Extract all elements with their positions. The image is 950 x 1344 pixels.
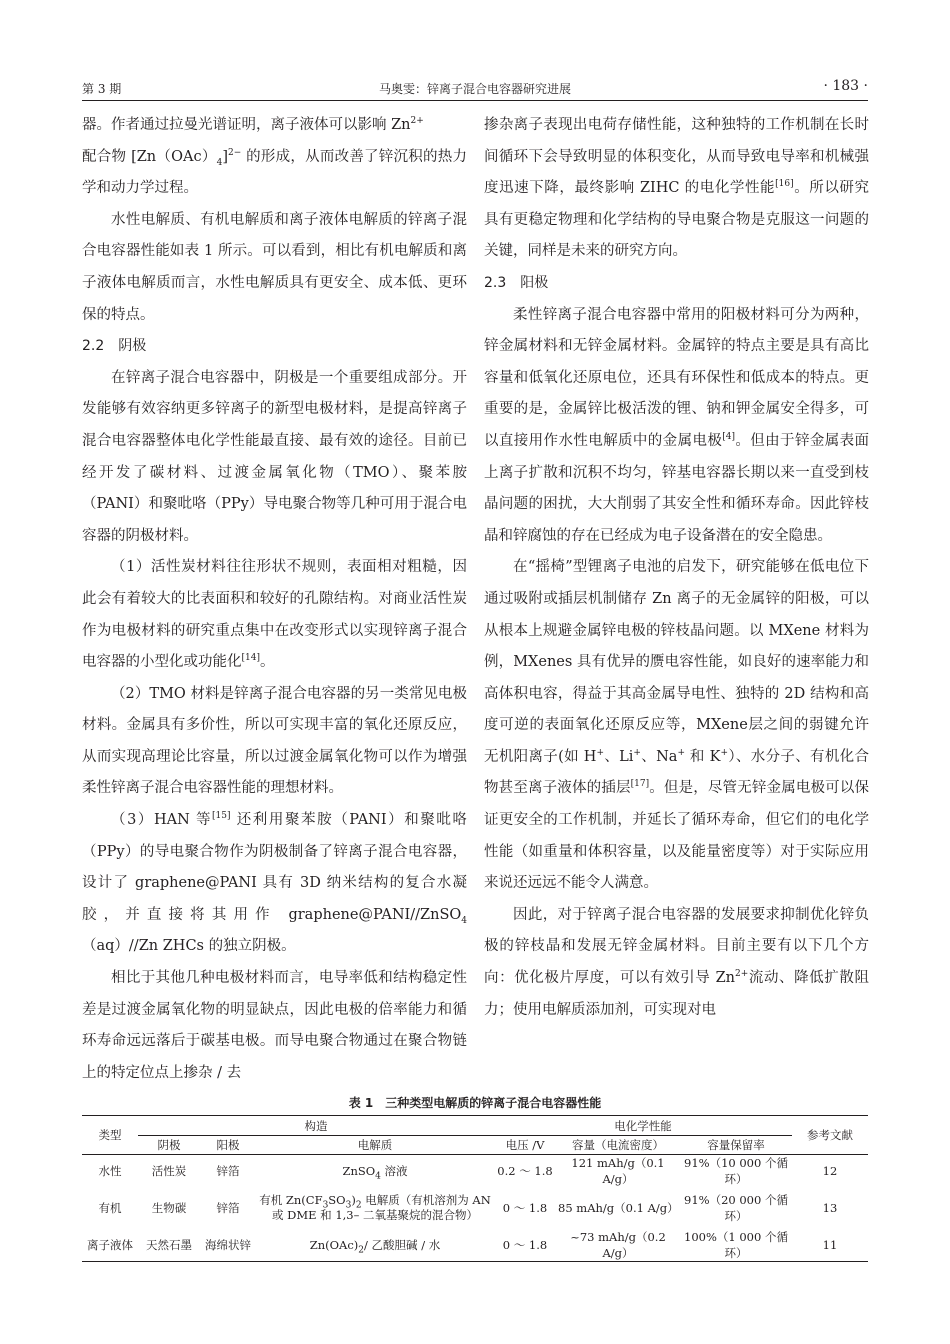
left-paragraph-6: （3）HAN 等[15] 还利用聚苯胺（PANI）和聚吡咯（PPy）的导电聚合物作为阴极制备了锌离子混合电容器，设计了 graphene@PANI 具有 3D 纳米结构的复合水凝胶，并直接将其用作 graphene@PANI//ZnSO$_4$（aq）//Zn ZHCs 的独立阴极。 xyxy=(82,811,468,955)
header-retention: 容量保留率 xyxy=(680,1136,792,1155)
header-structure: 构造 xyxy=(138,1116,494,1136)
table-row xyxy=(82,1229,868,1262)
cell-capacity: ~73 mAh/g（0.2 A/g） xyxy=(556,1229,680,1262)
left-paragraph-4: （1）活性炭材料往往形状不规则，表面相对粗糙，因此会有着较大的比表面积和较好的孔隙结构。对商业活性炭作为电极材料的研究重点集中在改变形式以实现锌离子混合电容器的小型化或功能化[14]。 xyxy=(82,559,467,671)
cell-type: 离子液体 xyxy=(82,1229,138,1262)
cell-type: 有机 xyxy=(98,1201,122,1215)
performance-table xyxy=(82,1115,868,1262)
right-paragraph-2: 柔性锌离子混合电容器中常用的阳极材料可分为两种，锌金属材料和无锌金属材料。金属锌的特点主要是具有高比容量和低氧化还原电位，还具有环保性和低成本的特点。更重要的是，金属锌比极活泼的锂、钠和钾金属安全得多，可以直接用作水性电解质中的金属电极[4]。但由于锌金属表面上离子扩散和沉积不均匀，锌基电容器长期以来一直受到枝晶问题的困扰，大大削弱了其安全性和循环寿命。因此锌枝晶和锌腐蚀的存在已经成为电子设备潜在的安全隐患。 xyxy=(484,306,870,544)
right-paragraph-3: 在“摇椅”型锂离子电池的启发下，研究能够在低电位下通过吸附或插层机制储存 Zn 离子的无金属锌的阳极，可以从根本上规避金属锌电极的锌枝晶问题。以 MXene 材料为例，MXenes 具有优异的赝电容性能，如良好的速率能力和高体积电容，得益于其高金属导电性、独特的 2D 结构和高度可逆的表面氧化还原反应等，MXene层之间的弱键允许无机阳离子(如 H+、Li+、Na+ 和 K+）、水分子、有机化合物甚至离子液体的插层[17]。但是，尽管无锌金属电极可以保证更安全的工作机制，并延长了循环寿命，但它们的电化学性能（如重量和体积容量，以及能量密度等）对于实际应用来说还远远不能令人满意。 xyxy=(484,559,870,892)
cell-electrolyte: $Zn(OAc)_2/$ 乙酸胆碱 / 水 xyxy=(256,1229,494,1262)
running-header xyxy=(82,78,868,98)
cell-cathode: 活性炭 xyxy=(151,1164,187,1178)
cell-reference: 13 xyxy=(822,1201,838,1215)
cell-capacity: 121 mAh/g（0.1 A/g） xyxy=(571,1156,665,1186)
cell-reference: 12 xyxy=(822,1164,838,1178)
cell-cathode: 天然石墨 xyxy=(138,1229,200,1262)
left-paragraph-7: 相比于其他几种电极材料而言，电导率低和结构稳定性差是过渡金属氧化物的明显缺点，因此电极的倍率能力和循环寿命远远落后于碳基电极。而导电聚合物通过在聚合物链上的特定位点上掺杂 / 去 xyxy=(82,970,467,1081)
cell-voltage: 0 ～ 1.8 xyxy=(494,1229,556,1262)
cell-electrolyte: 有机 $Zn(CF_3SO_3)_2$ 电解质（有机溶剂为 AN 或 DME 和 1,3– 二氧基聚烷的混合物） xyxy=(259,1193,491,1222)
table-row xyxy=(82,1155,868,1188)
cell-retention: 100%（1 000 个循环） xyxy=(680,1229,792,1262)
cell-voltage: 0.2 ～ 1.8 xyxy=(497,1164,553,1178)
header-anode: 阳极 xyxy=(200,1136,256,1155)
section-heading-cathode: 2.2 阴极 xyxy=(82,338,147,355)
header-voltage: 电压 /V xyxy=(494,1136,556,1155)
issue-number: 第 3 期 xyxy=(82,82,122,96)
page-number: · 183 · xyxy=(823,78,868,94)
cell-cathode: 生物碳 xyxy=(151,1201,187,1215)
header-cathode: 阴极 xyxy=(138,1136,200,1155)
cell-retention: 91%（20 000 个循环） xyxy=(684,1193,788,1223)
cell-anode: 锌箔 xyxy=(216,1164,240,1178)
left-paragraph-5: （2）TMO 材料是锌离子混合电容器的另一类常见电极材料。金属具有多价性，所以可实现丰富的氧化还原反应，从而实现高理论比容量，所以过渡金属氧化物可以作为增强柔性锌离子混合电容器性能的理想材料。 xyxy=(82,685,467,797)
right-column xyxy=(484,110,869,1026)
left-paragraph-2: 水性电解质、有机电解质和离子液体电解质的锌离子混合电容器性能如表 1 所示。可以看到，相比有机电解质和离子液体电解质而言，水性电解质具有更安全、成本低、更环保的特点。 xyxy=(82,211,467,323)
left-column xyxy=(82,110,467,1089)
cell-type: 水性 xyxy=(98,1164,122,1178)
header-electrolyte: 电解质 xyxy=(256,1136,494,1155)
header-capacity: 容量（电流密度） xyxy=(556,1136,680,1155)
header-rule xyxy=(82,100,868,101)
left-paragraph-3: 在锌离子混合电容器中，阴极是一个重要组成部分。开发能够有效容纳更多锌离子的新型电极材料，是提高锌离子混合电容器整体电化学性能最直接、最有效的途径。目前已经开发了碳材料、过渡金属氧化物（TMO）、聚苯胺（PANI）和聚吡咯（PPy）导电聚合物等几种可用于混合电容器的阴极材料。 xyxy=(82,369,467,544)
table-caption: 表 1 三种类型电解质的锌离子混合电容器性能 xyxy=(348,1096,602,1110)
right-paragraph-1: 掺杂离子表现出电荷存储性能，这种独特的工作机制在长时间循环下会导致明显的体积变化，从而导致电导率和机械强度迅速下降，最终影响 ZIHC 的电化学性能[16]。所以研究具有更稳定物理和化学结构的导电聚合物是克服这一问题的关键，同样是未来的研究方向。 xyxy=(484,117,870,260)
table-row xyxy=(82,1187,868,1229)
cell-retention: 91%（10 000 个循环） xyxy=(684,1156,788,1186)
header-type: 类型 xyxy=(82,1116,138,1155)
cell-anode: 海绵状锌 xyxy=(200,1229,256,1262)
running-title: 马奥雯：锌离子混合电容器研究进展 xyxy=(378,82,571,96)
left-paragraph-1: 器。作者通过拉曼光谱证明，离子液体可以影响 $Zn^{2+}$ 配合物 $[Zn(OAc)_4]^{2-}$ 的形成，从而改善了锌沉积的热力学和动力学过程。 xyxy=(82,116,467,197)
header-performance: 电化学性能 xyxy=(494,1116,792,1136)
cell-electrolyte: ZnSO$_4$ 溶液 xyxy=(342,1164,408,1182)
cell-reference: 11 xyxy=(792,1229,868,1262)
cell-voltage: 0 ～ 1.8 xyxy=(502,1201,548,1215)
right-paragraph-4: 因此，对于锌离子混合电容器的发展要求抑制优化锌负极的锌枝晶和发展无锌金属材料。目前主要有以下几个方向：优化极片厚度，可以有效引导 $Zn^{2+}$流动、降低扩散阻力；使用电解质添加剂，可实现对电 xyxy=(484,906,869,1018)
header-reference: 参考文献 xyxy=(792,1116,868,1155)
cell-capacity: 85 mAh/g（0.1 A/g） xyxy=(558,1201,679,1215)
section-heading-anode: 2.3 阳极 xyxy=(484,274,549,291)
cell-anode: 锌箔 xyxy=(216,1201,240,1215)
